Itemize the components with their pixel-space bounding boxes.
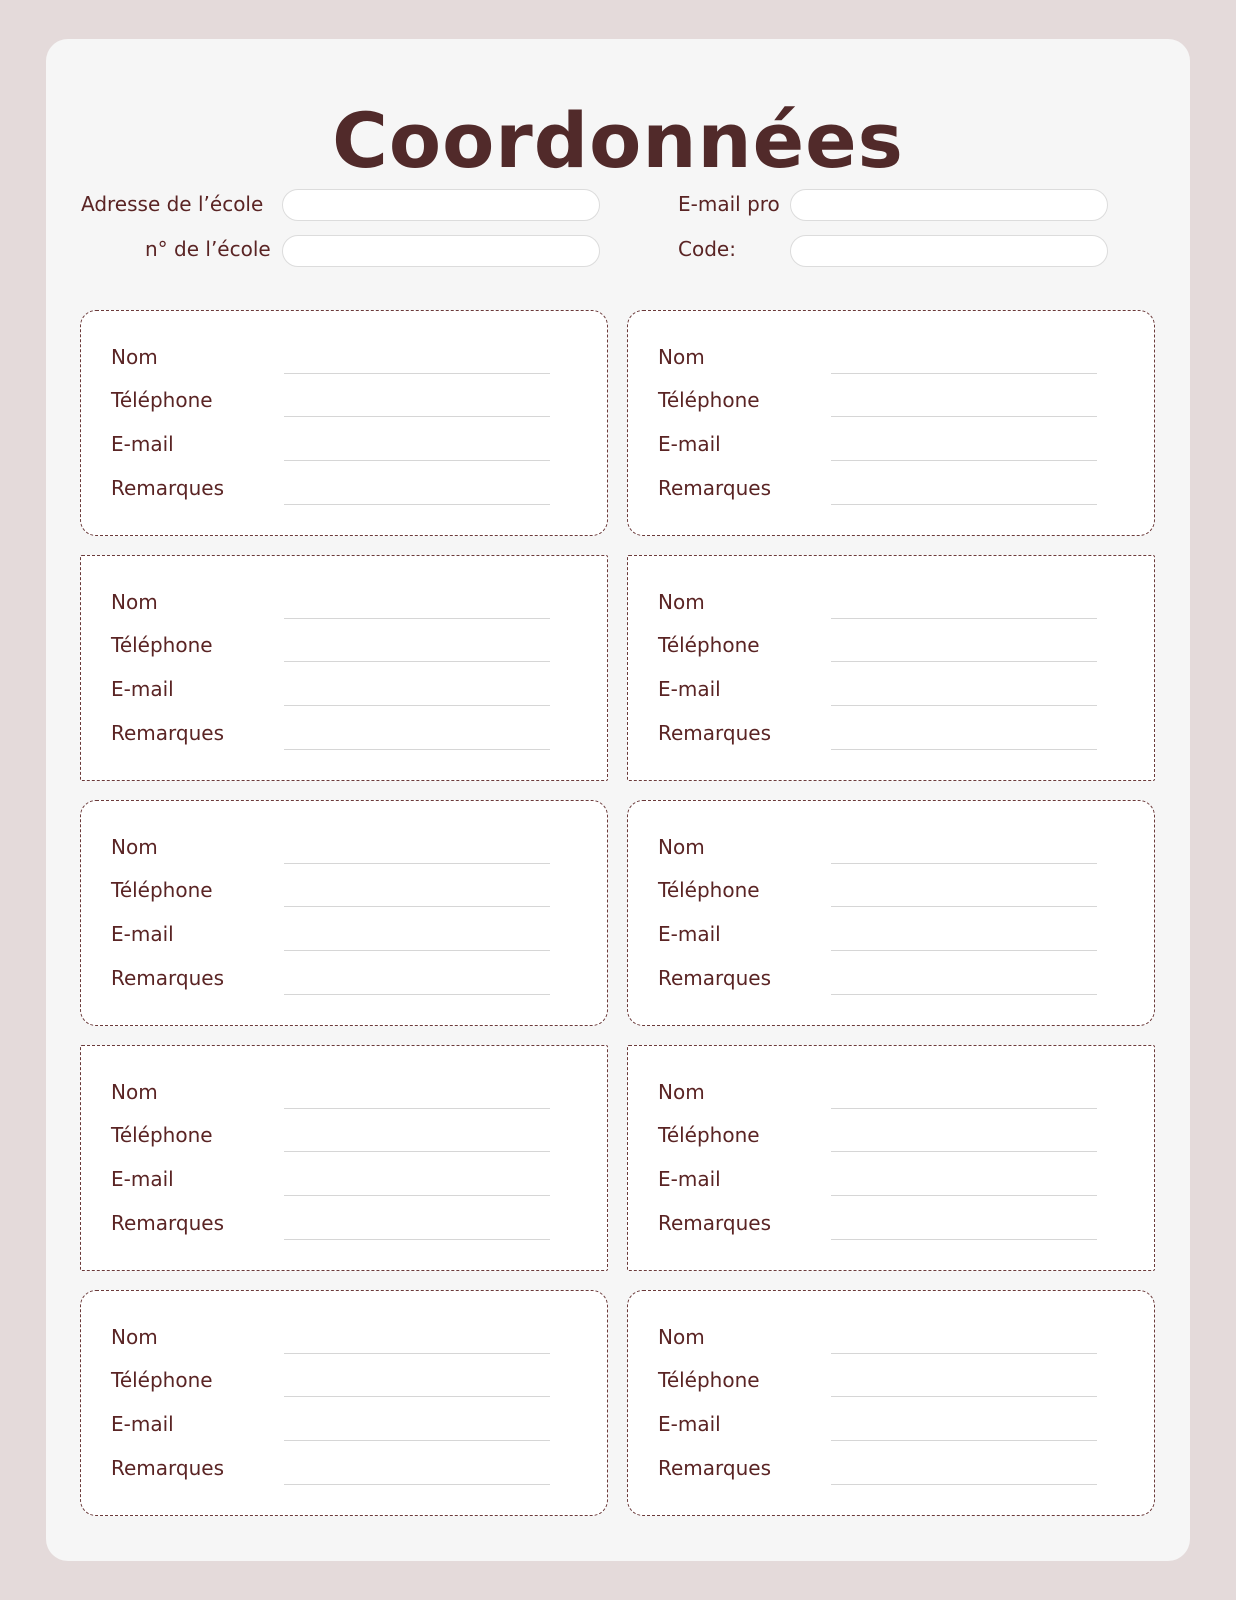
card-phone-label: Téléphone — [111, 633, 213, 657]
card-phone-label: Téléphone — [658, 388, 760, 412]
card-field-name — [111, 834, 561, 864]
card-remarks-label: Remarques — [658, 721, 772, 745]
card-remarks-line[interactable] — [831, 749, 1097, 750]
page-title: Coordonnées — [332, 96, 904, 185]
card-field-remarks — [658, 475, 1108, 505]
card-field-email — [111, 1166, 561, 1196]
card-name-label: Nom — [658, 835, 705, 859]
contact-card — [80, 1290, 608, 1516]
card-name-line[interactable] — [284, 1353, 550, 1354]
card-field-phone — [658, 877, 1108, 907]
card-remarks-line[interactable] — [284, 1484, 550, 1485]
card-phone-label: Téléphone — [111, 1123, 213, 1147]
card-field-phone — [658, 387, 1108, 417]
card-field-email — [111, 1411, 561, 1441]
card-field-email — [658, 1411, 1108, 1441]
card-email-line[interactable] — [284, 1440, 550, 1441]
card-email-label: E-mail — [111, 1412, 174, 1436]
code-input[interactable] — [790, 235, 1108, 267]
card-remarks-label: Remarques — [658, 476, 772, 500]
card-email-line[interactable] — [831, 460, 1097, 461]
card-remarks-line[interactable] — [831, 994, 1097, 995]
card-email-label: E-mail — [111, 677, 174, 701]
school-address-input[interactable] — [282, 189, 600, 221]
card-email-line[interactable] — [831, 1440, 1097, 1441]
card-remarks-label: Remarques — [658, 1456, 772, 1480]
card-name-label: Nom — [111, 835, 158, 859]
card-email-label: E-mail — [658, 922, 721, 946]
card-field-phone — [111, 877, 561, 907]
contact-card — [80, 310, 608, 536]
card-email-line[interactable] — [284, 1195, 550, 1196]
card-field-email — [111, 921, 561, 951]
card-field-remarks — [658, 965, 1108, 995]
form-sheet — [46, 39, 1190, 1561]
card-remarks-line[interactable] — [831, 504, 1097, 505]
card-field-remarks — [111, 720, 561, 750]
card-field-phone — [658, 1122, 1108, 1152]
card-name-label: Nom — [111, 590, 158, 614]
card-field-remarks — [111, 1455, 561, 1485]
card-field-remarks — [658, 720, 1108, 750]
code-label: Code: — [678, 237, 736, 261]
card-field-name — [111, 344, 561, 374]
card-email-line[interactable] — [831, 1195, 1097, 1196]
contact-card — [80, 800, 608, 1026]
work-email-input[interactable] — [790, 189, 1108, 221]
card-field-name — [658, 1324, 1108, 1354]
card-phone-line[interactable] — [831, 661, 1097, 662]
card-field-remarks — [111, 965, 561, 995]
card-phone-line[interactable] — [284, 1396, 550, 1397]
card-remarks-label: Remarques — [111, 721, 225, 745]
card-phone-line[interactable] — [284, 416, 550, 417]
card-field-email — [658, 676, 1108, 706]
card-field-name — [658, 589, 1108, 619]
school-number-input[interactable] — [282, 235, 600, 267]
card-email-line[interactable] — [284, 460, 550, 461]
card-remarks-label: Remarques — [111, 1456, 225, 1480]
card-remarks-label: Remarques — [658, 1211, 772, 1235]
card-field-email — [111, 431, 561, 461]
card-phone-line[interactable] — [284, 906, 550, 907]
card-field-email — [658, 1166, 1108, 1196]
contact-card — [627, 800, 1155, 1026]
card-field-remarks — [111, 475, 561, 505]
card-field-phone — [111, 387, 561, 417]
card-name-line[interactable] — [284, 863, 550, 864]
school-number-label: n° de l’école — [145, 237, 271, 261]
card-phone-line[interactable] — [284, 1151, 550, 1152]
card-phone-label: Téléphone — [111, 388, 213, 412]
card-phone-line[interactable] — [831, 906, 1097, 907]
card-phone-label: Téléphone — [658, 878, 760, 902]
contact-card — [627, 1045, 1155, 1271]
card-field-phone — [658, 632, 1108, 662]
card-remarks-label: Remarques — [111, 966, 225, 990]
card-field-phone — [111, 1122, 561, 1152]
card-remarks-label: Remarques — [111, 476, 225, 500]
card-field-name — [111, 589, 561, 619]
card-remarks-label: Remarques — [658, 966, 772, 990]
card-email-line[interactable] — [284, 950, 550, 951]
card-remarks-line[interactable] — [284, 504, 550, 505]
card-field-name — [658, 834, 1108, 864]
card-name-label: Nom — [658, 590, 705, 614]
contact-card — [80, 555, 608, 781]
card-field-remarks — [658, 1210, 1108, 1240]
card-name-line[interactable] — [831, 1108, 1097, 1109]
card-phone-line[interactable] — [284, 661, 550, 662]
card-email-label: E-mail — [658, 432, 721, 456]
card-phone-label: Téléphone — [658, 633, 760, 657]
card-name-label: Nom — [658, 345, 705, 369]
card-email-line[interactable] — [831, 705, 1097, 706]
card-name-label: Nom — [658, 1325, 705, 1349]
card-name-line[interactable] — [284, 373, 550, 374]
contact-card — [627, 310, 1155, 536]
card-email-label: E-mail — [111, 1167, 174, 1191]
card-name-label: Nom — [111, 1080, 158, 1104]
card-email-label: E-mail — [111, 922, 174, 946]
card-remarks-label: Remarques — [111, 1211, 225, 1235]
card-email-line[interactable] — [831, 950, 1097, 951]
card-name-line[interactable] — [831, 863, 1097, 864]
card-field-phone — [111, 1367, 561, 1397]
card-name-label: Nom — [658, 1080, 705, 1104]
card-phone-line[interactable] — [831, 416, 1097, 417]
card-email-label: E-mail — [658, 1167, 721, 1191]
card-field-phone — [111, 632, 561, 662]
card-email-label: E-mail — [111, 432, 174, 456]
card-name-line[interactable] — [831, 373, 1097, 374]
card-field-phone — [658, 1367, 1108, 1397]
card-phone-label: Téléphone — [658, 1123, 760, 1147]
card-field-name — [111, 1079, 561, 1109]
card-name-line[interactable] — [831, 618, 1097, 619]
card-email-label: E-mail — [658, 677, 721, 701]
card-field-email — [658, 431, 1108, 461]
card-remarks-line[interactable] — [284, 994, 550, 995]
card-phone-label: Téléphone — [111, 1368, 213, 1392]
card-phone-label: Téléphone — [658, 1368, 760, 1392]
card-remarks-line[interactable] — [284, 749, 550, 750]
card-field-email — [111, 676, 561, 706]
card-field-name — [658, 344, 1108, 374]
work-email-label: E-mail pro — [678, 192, 780, 216]
card-remarks-line[interactable] — [831, 1484, 1097, 1485]
card-name-label: Nom — [111, 1325, 158, 1349]
card-remarks-line[interactable] — [831, 1239, 1097, 1240]
card-name-label: Nom — [111, 345, 158, 369]
card-email-line[interactable] — [284, 705, 550, 706]
contact-card — [80, 1045, 608, 1271]
card-phone-label: Téléphone — [111, 878, 213, 902]
contact-card — [627, 555, 1155, 781]
card-field-email — [658, 921, 1108, 951]
card-name-line[interactable] — [284, 618, 550, 619]
contact-card — [627, 1290, 1155, 1516]
card-name-line[interactable] — [831, 1353, 1097, 1354]
school-address-label: Adresse de l’école — [81, 192, 264, 216]
card-email-label: E-mail — [658, 1412, 721, 1436]
card-field-remarks — [111, 1210, 561, 1240]
card-field-remarks — [658, 1455, 1108, 1485]
card-remarks-line[interactable] — [284, 1239, 550, 1240]
card-name-line[interactable] — [284, 1108, 550, 1109]
card-phone-line[interactable] — [831, 1151, 1097, 1152]
card-phone-line[interactable] — [831, 1396, 1097, 1397]
card-field-name — [658, 1079, 1108, 1109]
card-field-name — [111, 1324, 561, 1354]
